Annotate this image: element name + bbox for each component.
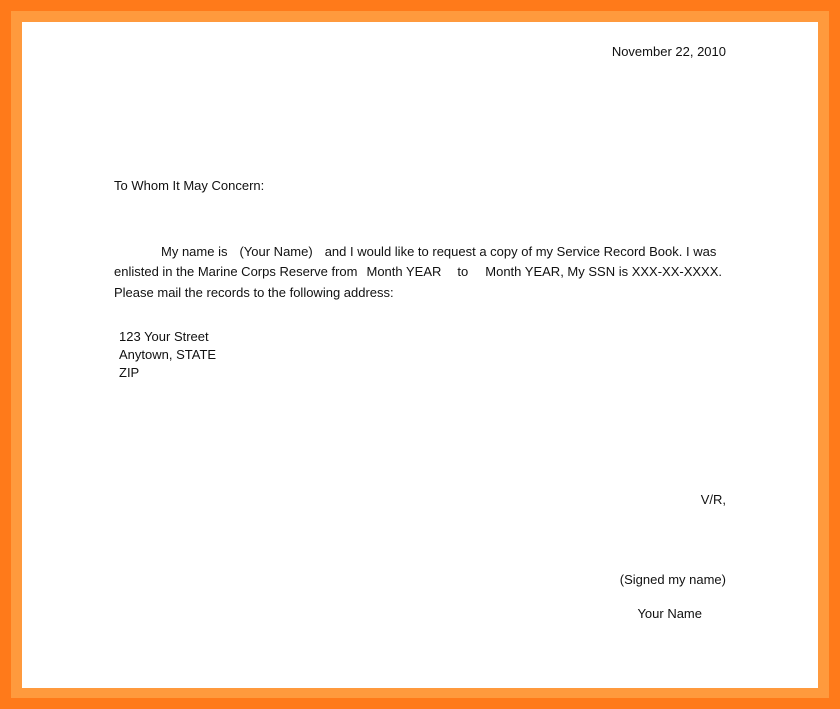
to-date-placeholder: Month YEAR: [485, 264, 561, 279]
request-text: and I would like to request a copy of my Service Record Book. I was: [324, 244, 717, 259]
signature-note: (Signed my name): [619, 572, 726, 587]
to-word: to: [457, 264, 469, 279]
address-zip: ZIP: [119, 365, 140, 380]
address-street: 123 Your Street: [119, 329, 209, 344]
salutation: To Whom It May Concern:: [114, 178, 265, 193]
signer-name: Your Name: [637, 606, 702, 621]
letter-date: November 22, 2010: [611, 44, 726, 59]
address-city-state: Anytown, STATE: [119, 347, 217, 362]
enlisted-text: enlisted in the Marine Corps Reserve from: [114, 264, 358, 279]
closing: V/R,: [700, 492, 726, 507]
body-line-2: [114, 264, 722, 280]
ssn-text: , My SSN is XXX-XX-XXXX.: [560, 264, 723, 279]
from-date-placeholder: Month YEAR: [366, 264, 442, 279]
letter-page: [22, 22, 818, 688]
intro-text: My name is: [161, 244, 228, 259]
body-line-1: [114, 244, 716, 260]
body-line-3: Please mail the records to the following address:: [114, 285, 394, 300]
name-placeholder: (Your Name): [239, 244, 313, 259]
